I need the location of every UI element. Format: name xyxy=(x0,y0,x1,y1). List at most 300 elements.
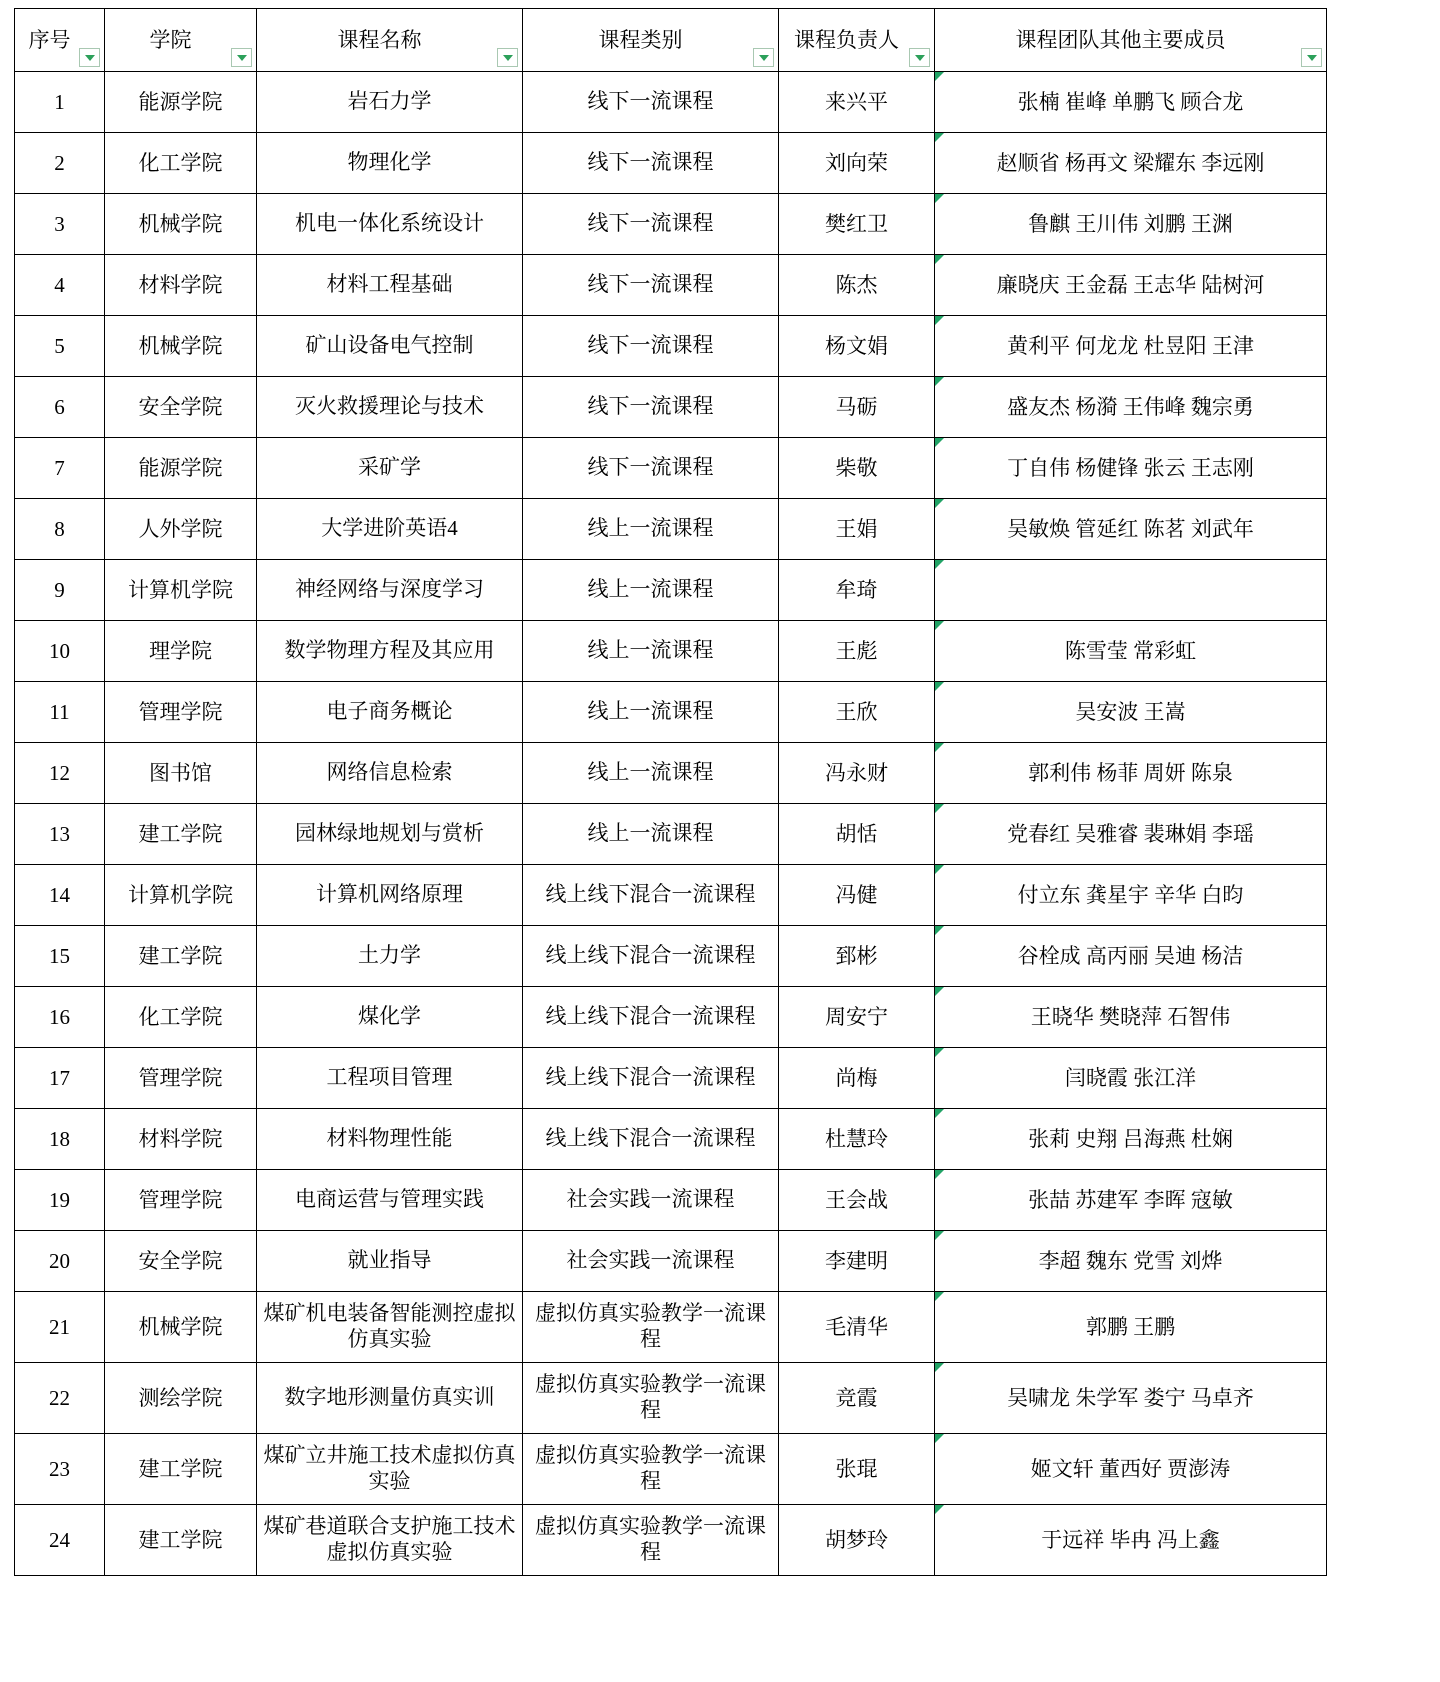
cell-course-type-text: 线上线下混合一流课程 xyxy=(545,1126,756,1151)
cell-college-text: 管理学院 xyxy=(138,1187,223,1212)
cell-college-text: 化工学院 xyxy=(138,1004,223,1029)
cell-team xyxy=(935,133,1327,194)
cell-index xyxy=(15,316,105,377)
cell-team xyxy=(935,804,1327,865)
cell-college-text: 材料学院 xyxy=(138,1126,223,1151)
table-row xyxy=(15,438,1327,499)
table-row xyxy=(15,1231,1327,1292)
table-row xyxy=(15,499,1327,560)
cell-team-text: 丁自伟 杨健锋 张云 王志刚 xyxy=(1007,455,1254,480)
cell-team-text: 吴敏焕 管延红 陈茗 刘武年 xyxy=(1007,516,1254,541)
cell-college xyxy=(105,987,257,1048)
cell-team-text: 姬文轩 董西好 贾澎涛 xyxy=(1030,1456,1231,1481)
cell-course-name xyxy=(257,1231,523,1292)
cell-index xyxy=(15,72,105,133)
cell-course-name xyxy=(257,987,523,1048)
cell-leader xyxy=(779,316,935,377)
cell-course-name-text: 灭火救援理论与技术 xyxy=(295,394,484,419)
cell-index xyxy=(15,1434,105,1505)
cell-course-type-text: 线下一流课程 xyxy=(587,394,714,419)
cell-index xyxy=(15,804,105,865)
cell-course-type xyxy=(523,438,779,499)
cell-course-type-text: 线下一流课程 xyxy=(587,455,714,480)
cell-index xyxy=(15,621,105,682)
cell-index-text: 18 xyxy=(49,1126,70,1151)
cell-college xyxy=(105,316,257,377)
cell-leader-text: 胡恬 xyxy=(835,821,878,846)
cell-team-text: 郭利伟 杨菲 周妍 陈泉 xyxy=(1028,760,1233,785)
cell-course-type xyxy=(523,316,779,377)
cell-index-text: 6 xyxy=(54,394,65,419)
table-row xyxy=(15,1048,1327,1109)
cell-team xyxy=(935,1505,1327,1576)
header-label-index: 序号 xyxy=(28,27,71,52)
cell-index-text: 11 xyxy=(49,699,70,724)
cell-leader xyxy=(779,72,935,133)
table-header xyxy=(15,9,1327,72)
cell-team xyxy=(935,377,1327,438)
cell-leader-text: 刘向荣 xyxy=(825,150,888,175)
cell-course-name xyxy=(257,560,523,621)
cell-leader-text: 牟琦 xyxy=(835,577,878,602)
table-row xyxy=(15,804,1327,865)
cell-leader-text: 冯永财 xyxy=(825,760,888,785)
cell-leader xyxy=(779,1434,935,1505)
cell-college xyxy=(105,1434,257,1505)
cell-course-name-text: 材料工程基础 xyxy=(326,272,453,297)
table-row xyxy=(15,1109,1327,1170)
cell-course-name xyxy=(257,316,523,377)
cell-course-name xyxy=(257,1505,523,1576)
cell-course-name-text: 物理化学 xyxy=(347,150,432,175)
cell-team xyxy=(935,1170,1327,1231)
cell-team xyxy=(935,560,1327,621)
cell-college-text: 图书馆 xyxy=(149,760,212,785)
cell-course-type xyxy=(523,133,779,194)
cell-leader-text: 王彪 xyxy=(835,638,878,663)
cell-course-name xyxy=(257,133,523,194)
cell-course-name xyxy=(257,865,523,926)
cell-course-type-text: 线上一流课程 xyxy=(587,516,714,541)
cell-course-name xyxy=(257,743,523,804)
cell-index xyxy=(15,987,105,1048)
cell-index-text: 12 xyxy=(49,760,70,785)
cell-course-name-text: 煤矿立井施工技术虚拟仿真实验 xyxy=(263,1443,516,1493)
cell-college xyxy=(105,133,257,194)
filter-dropdown-icon-team[interactable] xyxy=(1301,48,1322,67)
table-row xyxy=(15,743,1327,804)
table-row xyxy=(15,865,1327,926)
cell-leader-text: 陈杰 xyxy=(835,272,878,297)
cell-course-name xyxy=(257,1170,523,1231)
cell-index-text: 4 xyxy=(54,272,65,297)
cell-course-type-text: 线下一流课程 xyxy=(587,272,714,297)
cell-course-type xyxy=(523,1363,779,1434)
cell-college-text: 安全学院 xyxy=(138,394,223,419)
table-row xyxy=(15,560,1327,621)
cell-team xyxy=(935,1109,1327,1170)
header-cell-college xyxy=(105,9,257,72)
cell-college-text: 机械学院 xyxy=(138,211,223,236)
cell-team-text: 张莉 史翔 吕海燕 杜娴 xyxy=(1028,1126,1233,1151)
cell-index xyxy=(15,926,105,987)
header-label-course-type: 课程类别 xyxy=(598,27,683,52)
cell-college xyxy=(105,621,257,682)
cell-leader-text: 郅彬 xyxy=(835,943,878,968)
cell-index xyxy=(15,438,105,499)
cell-course-type-text: 虚拟仿真实验教学一流课程 xyxy=(535,1301,766,1351)
cell-course-name-text: 矿山设备电气控制 xyxy=(305,333,474,358)
cell-leader xyxy=(779,621,935,682)
cell-course-type-text: 社会实践一流课程 xyxy=(566,1187,735,1212)
cell-course-type-text: 线上一流课程 xyxy=(587,638,714,663)
cell-leader xyxy=(779,1048,935,1109)
table-row xyxy=(15,72,1327,133)
cell-leader xyxy=(779,865,935,926)
cell-team-text: 付立东 龚星宇 辛华 白昀 xyxy=(1017,882,1244,907)
cell-college xyxy=(105,743,257,804)
cell-index-text: 7 xyxy=(54,455,65,480)
cell-college xyxy=(105,1505,257,1576)
table-row xyxy=(15,1292,1327,1363)
table-row xyxy=(15,133,1327,194)
cell-leader xyxy=(779,682,935,743)
table-row xyxy=(15,621,1327,682)
cell-team xyxy=(935,682,1327,743)
cell-course-type-text: 线上一流课程 xyxy=(587,760,714,785)
cell-course-name xyxy=(257,499,523,560)
cell-leader-text: 杨文娟 xyxy=(825,333,888,358)
cell-course-type-text: 虚拟仿真实验教学一流课程 xyxy=(535,1443,766,1493)
cell-index-text: 15 xyxy=(49,943,70,968)
cell-course-type xyxy=(523,621,779,682)
table-row xyxy=(15,926,1327,987)
cell-index xyxy=(15,1231,105,1292)
cell-college xyxy=(105,1292,257,1363)
cell-leader xyxy=(779,1109,935,1170)
cell-index-text: 14 xyxy=(49,882,70,907)
cell-team xyxy=(935,621,1327,682)
cell-course-name xyxy=(257,1292,523,1363)
cell-course-name xyxy=(257,377,523,438)
cell-index-text: 16 xyxy=(49,1004,70,1029)
cell-course-name-text: 煤矿巷道联合支护施工技术虚拟仿真实验 xyxy=(263,1514,516,1564)
cell-leader xyxy=(779,499,935,560)
cell-team xyxy=(935,1363,1327,1434)
cell-course-type xyxy=(523,1434,779,1505)
cell-leader-text: 毛清华 xyxy=(825,1314,888,1339)
cell-team-text: 张楠 崔峰 单鹏飞 顾合龙 xyxy=(1017,89,1244,114)
cell-course-name xyxy=(257,621,523,682)
filter-dropdown-icon-college[interactable] xyxy=(231,48,252,67)
cell-course-name-text: 土力学 xyxy=(358,943,421,968)
cell-college-text: 建工学院 xyxy=(138,821,223,846)
cell-course-name xyxy=(257,194,523,255)
cell-leader-text: 马砺 xyxy=(835,394,878,419)
cell-team-text: 赵顺省 杨再文 梁耀东 李远刚 xyxy=(996,150,1265,175)
cell-course-type-text: 虚拟仿真实验教学一流课程 xyxy=(535,1372,766,1422)
cell-leader xyxy=(779,1363,935,1434)
cell-course-type-text: 线上一流课程 xyxy=(587,577,714,602)
cell-leader xyxy=(779,1170,935,1231)
cell-course-name-text: 电子商务概论 xyxy=(326,699,453,724)
header-label-course-name: 课程名称 xyxy=(337,27,422,52)
cell-course-name xyxy=(257,1048,523,1109)
cell-index-text: 1 xyxy=(54,89,65,114)
cell-index xyxy=(15,1170,105,1231)
cell-course-name-text: 煤化学 xyxy=(358,1004,421,1029)
header-row xyxy=(15,9,1327,72)
cell-course-type-text: 社会实践一流课程 xyxy=(566,1248,735,1273)
cell-leader xyxy=(779,560,935,621)
cell-leader xyxy=(779,438,935,499)
cell-course-type xyxy=(523,987,779,1048)
cell-course-type-text: 虚拟仿真实验教学一流课程 xyxy=(535,1514,766,1564)
cell-leader-text: 李建明 xyxy=(825,1248,888,1273)
cell-college xyxy=(105,1170,257,1231)
cell-course-name-text: 岩石力学 xyxy=(347,89,432,114)
cell-index xyxy=(15,682,105,743)
cell-team xyxy=(935,499,1327,560)
cell-course-name xyxy=(257,1434,523,1505)
table-row xyxy=(15,316,1327,377)
cell-leader xyxy=(779,1292,935,1363)
cell-team-text: 谷栓成 高丙丽 吴迪 杨洁 xyxy=(1017,943,1244,968)
header-cell-course-type xyxy=(523,9,779,72)
cell-course-type xyxy=(523,1505,779,1576)
table-row xyxy=(15,377,1327,438)
cell-leader-text: 樊红卫 xyxy=(825,211,888,236)
cell-team xyxy=(935,987,1327,1048)
cell-leader xyxy=(779,926,935,987)
cell-index-text: 3 xyxy=(54,211,65,236)
cell-team xyxy=(935,316,1327,377)
cell-team-text: 吴啸龙 朱学军 娄宁 马卓齐 xyxy=(1007,1385,1254,1410)
cell-leader xyxy=(779,1505,935,1576)
cell-college-text: 机械学院 xyxy=(138,1314,223,1339)
cell-team xyxy=(935,255,1327,316)
cell-leader-text: 王娟 xyxy=(835,516,878,541)
cell-index-text: 8 xyxy=(54,516,65,541)
cell-course-type xyxy=(523,926,779,987)
cell-college-text: 管理学院 xyxy=(138,699,223,724)
cell-college-text: 能源学院 xyxy=(138,455,223,480)
cell-college-text: 计算机学院 xyxy=(128,577,233,602)
cell-college xyxy=(105,804,257,865)
cell-team xyxy=(935,1434,1327,1505)
filter-dropdown-icon-course-type[interactable] xyxy=(753,48,774,67)
cell-index xyxy=(15,743,105,804)
cell-index-text: 20 xyxy=(49,1248,70,1273)
cell-index-text: 13 xyxy=(49,821,70,846)
cell-course-name-text: 网络信息检索 xyxy=(326,760,453,785)
filter-dropdown-icon-index[interactable] xyxy=(79,48,100,67)
cell-course-type xyxy=(523,1170,779,1231)
cell-course-type xyxy=(523,255,779,316)
cell-course-name-text: 工程项目管理 xyxy=(326,1065,453,1090)
cell-team-text: 张喆 苏建军 李晖 寇敏 xyxy=(1028,1187,1233,1212)
cell-course-name-text: 数字地形测量仿真实训 xyxy=(284,1385,495,1410)
filter-dropdown-icon-course-name[interactable] xyxy=(497,48,518,67)
table-row xyxy=(15,682,1327,743)
cell-team xyxy=(935,743,1327,804)
cell-leader xyxy=(779,743,935,804)
cell-college-text: 建工学院 xyxy=(138,1527,223,1552)
cell-course-name-text: 材料物理性能 xyxy=(326,1126,453,1151)
cell-index-text: 10 xyxy=(49,638,70,663)
cell-index xyxy=(15,1048,105,1109)
cell-course-name-text: 煤矿机电装备智能测控虚拟仿真实验 xyxy=(263,1301,516,1351)
cell-index xyxy=(15,499,105,560)
cell-leader xyxy=(779,987,935,1048)
cell-college xyxy=(105,1109,257,1170)
cell-course-name xyxy=(257,438,523,499)
cell-team-text: 王晓华 樊晓萍 石智伟 xyxy=(1030,1004,1231,1029)
cell-leader xyxy=(779,255,935,316)
cell-team xyxy=(935,926,1327,987)
cell-college xyxy=(105,1231,257,1292)
cell-leader-text: 张琨 xyxy=(835,1456,878,1481)
cell-college-text: 能源学院 xyxy=(138,89,223,114)
table-body xyxy=(15,72,1327,1576)
cell-index-text: 21 xyxy=(49,1314,70,1339)
cell-college xyxy=(105,194,257,255)
cell-course-type xyxy=(523,194,779,255)
cell-course-type xyxy=(523,865,779,926)
cell-college xyxy=(105,865,257,926)
cell-course-type xyxy=(523,1231,779,1292)
cell-course-type xyxy=(523,377,779,438)
table-row xyxy=(15,1363,1327,1434)
cell-leader-text: 胡梦玲 xyxy=(825,1527,888,1552)
cell-college xyxy=(105,72,257,133)
header-cell-team xyxy=(935,9,1327,72)
cell-index-text: 17 xyxy=(49,1065,70,1090)
cell-course-type-text: 线上线下混合一流课程 xyxy=(545,1004,756,1029)
cell-college-text: 机械学院 xyxy=(138,333,223,358)
cell-leader xyxy=(779,133,935,194)
filter-dropdown-icon-leader[interactable] xyxy=(909,48,930,67)
cell-course-name xyxy=(257,804,523,865)
cell-course-type xyxy=(523,1109,779,1170)
cell-course-type-text: 线下一流课程 xyxy=(587,150,714,175)
cell-college-text: 管理学院 xyxy=(138,1065,223,1090)
cell-index-text: 24 xyxy=(49,1527,70,1552)
cell-course-name xyxy=(257,1109,523,1170)
header-label-leader: 课程负责人 xyxy=(794,27,899,52)
cell-course-type xyxy=(523,804,779,865)
cell-team-text: 陈雪莹 常彩虹 xyxy=(1064,638,1197,663)
cell-team-text: 闫晓霞 张江洋 xyxy=(1064,1065,1197,1090)
cell-course-type xyxy=(523,682,779,743)
cell-leader-text: 杜慧玲 xyxy=(825,1126,888,1151)
table-row xyxy=(15,1505,1327,1576)
header-cell-course-name xyxy=(257,9,523,72)
cell-college-text: 材料学院 xyxy=(138,272,223,297)
cell-course-type xyxy=(523,499,779,560)
cell-index xyxy=(15,1505,105,1576)
cell-index xyxy=(15,194,105,255)
cell-course-name-text: 采矿学 xyxy=(358,455,421,480)
cell-leader-text: 周安宁 xyxy=(825,1004,888,1029)
cell-index xyxy=(15,1363,105,1434)
cell-course-type-text: 线下一流课程 xyxy=(587,211,714,236)
cell-leader xyxy=(779,804,935,865)
course-table xyxy=(14,8,1327,1576)
cell-index xyxy=(15,255,105,316)
cell-leader xyxy=(779,194,935,255)
cell-college xyxy=(105,926,257,987)
cell-leader-text: 冯健 xyxy=(835,882,878,907)
cell-college xyxy=(105,377,257,438)
cell-course-type-text: 线下一流课程 xyxy=(587,333,714,358)
cell-course-name xyxy=(257,72,523,133)
cell-index-text: 5 xyxy=(54,333,65,358)
cell-team xyxy=(935,1292,1327,1363)
cell-team xyxy=(935,194,1327,255)
cell-index xyxy=(15,1292,105,1363)
cell-team xyxy=(935,438,1327,499)
cell-course-type xyxy=(523,72,779,133)
cell-college-text: 安全学院 xyxy=(138,1248,223,1273)
cell-course-type-text: 线上一流课程 xyxy=(587,821,714,846)
cell-course-type-text: 线上线下混合一流课程 xyxy=(545,1065,756,1090)
cell-course-name-text: 计算机网络原理 xyxy=(316,882,463,907)
cell-course-name xyxy=(257,682,523,743)
cell-team-text: 党春红 吴雅睿 裴琳娟 李瑶 xyxy=(1007,821,1254,846)
cell-college-text: 测绘学院 xyxy=(138,1385,223,1410)
cell-course-type xyxy=(523,1292,779,1363)
cell-college-text: 理学院 xyxy=(149,638,212,663)
course-table-sheet xyxy=(14,8,1326,1576)
table-row xyxy=(15,194,1327,255)
cell-team-text: 盛友杰 杨漪 王伟峰 魏宗勇 xyxy=(1007,394,1254,419)
cell-team xyxy=(935,1048,1327,1109)
cell-course-name-text: 数学物理方程及其应用 xyxy=(284,638,495,663)
cell-team-text: 吴安波 王嵩 xyxy=(1075,699,1186,724)
cell-index-text: 23 xyxy=(49,1456,70,1481)
cell-index xyxy=(15,560,105,621)
table-row xyxy=(15,987,1327,1048)
cell-team-text: 郭鹏 王鹏 xyxy=(1085,1314,1176,1339)
table-row xyxy=(15,255,1327,316)
cell-index xyxy=(15,1109,105,1170)
cell-college-text: 化工学院 xyxy=(138,150,223,175)
cell-course-name-text: 园林绿地规划与赏析 xyxy=(295,821,484,846)
cell-college xyxy=(105,682,257,743)
header-cell-leader xyxy=(779,9,935,72)
cell-course-type-text: 线下一流课程 xyxy=(587,89,714,114)
cell-index-text: 19 xyxy=(49,1187,70,1212)
table-row xyxy=(15,1170,1327,1231)
cell-course-type xyxy=(523,1048,779,1109)
cell-leader-text: 王会战 xyxy=(825,1187,888,1212)
cell-course-type-text: 线上线下混合一流课程 xyxy=(545,882,756,907)
cell-college xyxy=(105,1363,257,1434)
cell-course-name xyxy=(257,1363,523,1434)
cell-leader-text: 来兴平 xyxy=(825,89,888,114)
cell-leader xyxy=(779,377,935,438)
cell-course-name-text: 电商运营与管理实践 xyxy=(295,1187,484,1212)
table-row xyxy=(15,1434,1327,1505)
header-cell-index xyxy=(15,9,105,72)
cell-index-text: 9 xyxy=(54,577,65,602)
cell-course-name-text: 大学进阶英语4 xyxy=(321,516,458,541)
cell-course-type xyxy=(523,743,779,804)
cell-college-text: 人外学院 xyxy=(138,516,223,541)
cell-team-text: 鲁麒 王川伟 刘鹏 王渊 xyxy=(1028,211,1233,236)
cell-college-text: 建工学院 xyxy=(138,1456,223,1481)
